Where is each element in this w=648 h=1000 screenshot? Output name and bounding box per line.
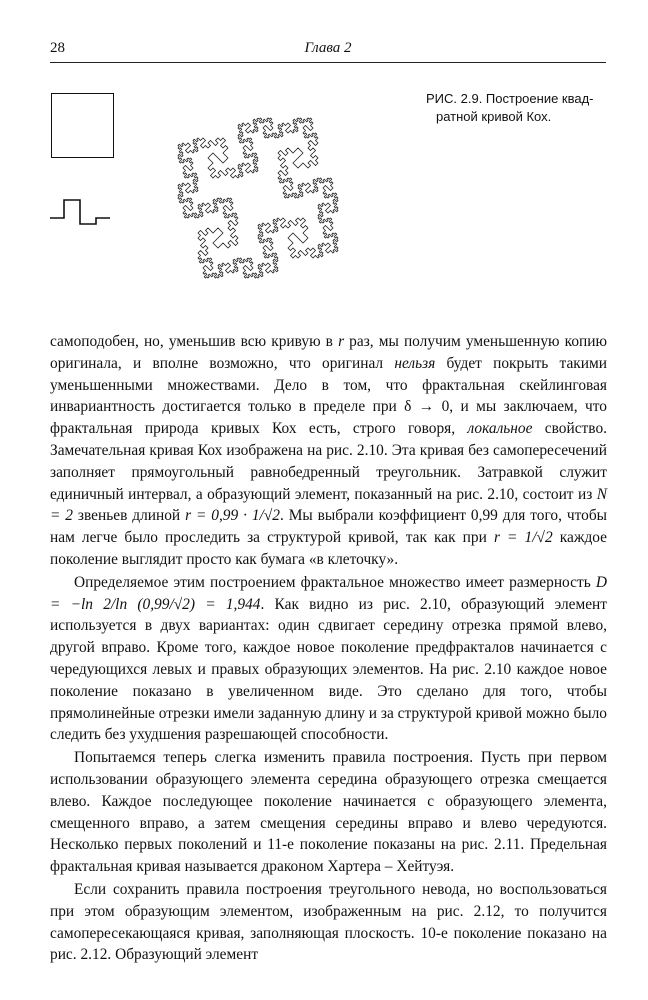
generator-element [50,194,116,230]
p1-text-a: самоподобен, но, уменьшив всю кривую в [50,333,339,350]
figure-caption [426,90,611,126]
p1-var-r: r [338,333,345,350]
paragraph-2 [50,572,607,746]
p1-expr-r1: r = 0,99 · 1/√2 [185,507,280,525]
header-rule [50,62,606,63]
initiator-square [51,93,114,158]
p1-text-d: свойство. Замечательная кривая Кох изображена на рис. 2.10. Эта кривая без самопересечений заполняет прямоугольный равнобедренный треугольник. Затравкой служит единичный интервал, а образующий элемент, показанный на рис. 2.10, состоит из [50,420,607,503]
paragraph-3: Попытаемся теперь слегка изменить правила построения. Пусть при первом использовании образующего элемента середина образующего отрезка смещается влево. Каждое последующее поколение начинается с образующего элемента, смещенного вправо, а затем смещения середины вправо и влево чередуются. Несколько первых поколений и 11-е поколение показаны на рис. 2.11. Предельная фрактальная кривая называется драконом Хартера – Хейтуэя. [50,749,607,876]
p1-text-f: . Мы выбрали коэффициент 0,99 для того, чтобы нам легче было проследить за структурой кривой, так как при [50,507,607,547]
page-number: 28 [50,40,65,56]
body-text [50,331,607,966]
caption-line-1: РИС. 2.9. Построение квад- [426,91,594,106]
p1-expr-r2: r = 1/√2 [493,529,553,547]
curve-path [178,118,338,278]
chapter-title: Глава 2 [304,40,352,56]
figure-2-9 [50,85,610,315]
paragraph-1 [50,331,607,571]
p1-text-b: раз, мы получим уменьшенную копию оригинала, и вполне возможно, что оригинал [50,333,608,372]
p1-text-g: каждое поколение выглядит просто как бумага «в клеточку». [50,529,607,568]
caption-line-2: ратной кривой Кох. [436,109,552,124]
page-header [50,40,606,64]
p2-text-a: Определяемое этим построением фрактальное множество имеет размерность [74,573,596,591]
p2-text-b: . Как видно из рис. 2.10, образующий элемент используется в двух вариантах: один сдвигает середину отрезка прямой влево, другой вправо. Кроме того, каждое новое поколение предфракталов начинается с чередующихся левых и правых образующих элементов. На рис. 2.10 каждое новое поколение показано в увеличенном виде. Это сделано для того, чтобы прямолинейные отрезки имели заданную длину и за структурой кривой можно было следить без ухудшения разрешающей способности. [50,595,607,744]
p2-expr-d: D = −ln 2/ln (0,99/√2) = 1,944 [50,573,607,613]
koch-quadratic-curve [143,85,373,311]
p1-emph-nelzya: нельзя [394,354,436,372]
p1-text-e: звеньев длиной [73,507,186,525]
p1-expr-n: N = 2 [50,485,607,525]
p1-text-c: будет покрыть такими уменьшенными множествами. Дело в том, что фрактальная скейлинговая инвариантность достигается только в пределе при δ → 0, и мы заключаем, что фрактальная природа кривых Кох есть, строго говоря, [50,354,607,438]
p1-emph-lokalnoe: локальное [467,420,533,438]
paragraph-4: Если сохранить правила построения треугольного невода, но воспользоваться при этом образующим элементом, изображенным на рис. 2.12, то получится самопересекающаяся кривая, заполняющая плоскость. 10-е поколение показано на рис. 2.12. Образующий элемент [50,880,607,964]
